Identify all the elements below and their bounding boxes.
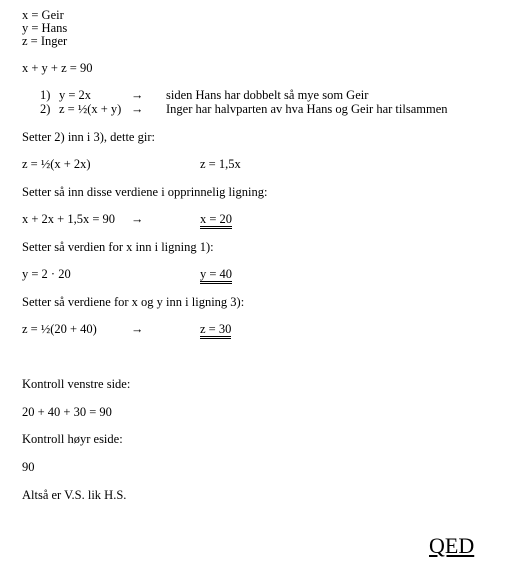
arrow-icon: → [131,102,144,116]
step2-result: x = 20 [200,213,232,229]
main-equation: x + y + z = 90 [22,61,93,75]
condition-number: 1) [40,88,51,102]
step1-text: Setter 2) inn i 3), dette gir: [22,130,155,144]
condition-number: 2) [40,102,51,116]
step3-result: y = 40 [200,268,232,284]
step3-text: Setter så verdien for x inn i ligning 1): [22,240,214,254]
step4-result: z = 30 [200,323,231,339]
condition-explanation: Inger har halvparten av hva Hans og Geir har tilsammen [166,102,448,116]
control-left-label: Kontroll venstre side: [22,377,131,391]
arrow-icon: → [131,88,144,102]
step1-equation: z = ½(x + 2x) [22,157,91,171]
condition-equation: y = 2x [59,88,92,102]
definition-z: z = Inger [22,34,68,48]
condition-explanation: siden Hans har dobbelt så mye som Geir [166,88,369,102]
step2-text: Setter så inn disse verdiene i opprinnelig ligning: [22,185,268,199]
step3-equation: y = 2 · 20 [22,267,71,281]
control-left-value: 20 + 40 + 30 = 90 [22,405,112,419]
step4-equation: z = ½(20 + 40) [22,322,97,336]
step2-equation: x + 2x + 1,5x = 90 [22,212,116,226]
control-right-label: Kontroll høyr eside: [22,432,123,446]
definition-x: x = Geir [22,8,64,22]
conclusion: Altså er V.S. lik H.S. [22,488,127,502]
arrow-icon: → [131,322,144,336]
step4-text: Setter så verdiene for x og y inn i ligning 3): [22,295,245,309]
condition-equation: z = ½(x + y) [59,102,122,116]
arrow-icon: → [131,212,144,226]
step1-result: z = 1,5x [200,157,241,171]
definition-y: y = Hans [22,21,68,35]
control-right-value: 90 [22,460,35,474]
qed-mark: QED [429,533,475,558]
